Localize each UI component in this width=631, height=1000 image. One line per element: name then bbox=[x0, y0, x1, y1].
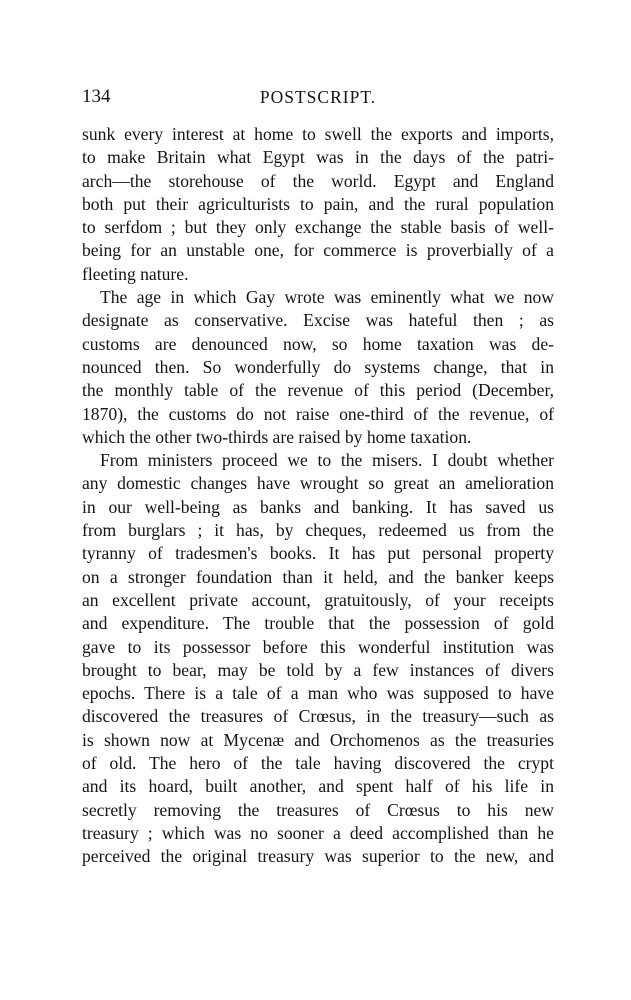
text-line: of old. The hero of the tale having discovered the crypt bbox=[82, 753, 554, 774]
text-line: and expenditure. The trouble that the possession of gold bbox=[82, 613, 554, 634]
text-line: perceived the original treasury was superior to the new, and bbox=[82, 846, 554, 867]
text-line: customs are denounced now, so home taxation was de- bbox=[82, 333, 554, 354]
running-title: POSTSCRIPT. bbox=[259, 87, 377, 107]
text-line: on a stronger foundation than it held, and the banker keeps bbox=[82, 566, 554, 587]
text-line: arch—the storehouse of the world. Egypt and England bbox=[82, 170, 554, 191]
text-line: gave to its possessor before this wonderful institution was bbox=[82, 636, 554, 657]
text-line: is shown now at Mycenæ and Orchomenos as the treasuries bbox=[82, 729, 554, 750]
text-line: which the other two-thirds are raised by home taxation. bbox=[82, 426, 472, 447]
running-head bbox=[82, 84, 554, 110]
text-line: tyranny of tradesmen's books. It has put personal property bbox=[82, 543, 554, 564]
text-line: treasury ; which was no sooner a deed accomplished than he bbox=[82, 822, 554, 843]
text-line: being for an unstable one, for commerce is proverbially of a bbox=[82, 240, 554, 261]
text-line: designate as conservative. Excise was hateful then ; as bbox=[82, 310, 554, 331]
text-line: from burglars ; it has, by cheques, redeemed us from the bbox=[82, 520, 554, 541]
text-line: to serfdom ; but they only exchange the stable basis of well- bbox=[82, 217, 554, 238]
text-line: both put their agriculturists to pain, and the rural population bbox=[82, 193, 554, 214]
text-line: and its hoard, built another, and spent half of his life in bbox=[82, 776, 554, 797]
text-line: discovered the treasures of Crœsus, in the treasury—such as bbox=[82, 706, 554, 727]
text-line: secretly removing the treasures of Crœsus to his new bbox=[82, 799, 554, 820]
text-line: nounced then. So wonderfully do systems change, that in bbox=[82, 356, 554, 377]
text-line: an excellent private account, gratuitously, of your receipts bbox=[82, 589, 554, 610]
body-text bbox=[82, 123, 554, 869]
text-line: any domestic changes have wrought so great an amelioration bbox=[82, 473, 554, 494]
text-line: in our well-being as banks and banking. It has saved us bbox=[82, 496, 554, 517]
page-number: 134 bbox=[82, 86, 111, 107]
text-line: 1870), the customs do not raise one-third of the revenue, of bbox=[82, 403, 554, 424]
text-line: epochs. There is a tale of a man who was supposed to have bbox=[82, 683, 554, 704]
text-line: From ministers proceed we to the misers. I doubt whether bbox=[100, 450, 554, 471]
text-line: brought to bear, may be told by a few instances of divers bbox=[82, 659, 554, 680]
text-line: sunk every interest at home to swell the exports and imports, bbox=[82, 124, 554, 144]
text-line: fleeting nature. bbox=[82, 263, 189, 284]
text-line: to make Britain what Egypt was in the days of the patri- bbox=[82, 147, 554, 168]
text-line: the monthly table of the revenue of this period (December, bbox=[82, 380, 554, 401]
text-line: The age in which Gay wrote was eminently what we now bbox=[100, 287, 554, 308]
